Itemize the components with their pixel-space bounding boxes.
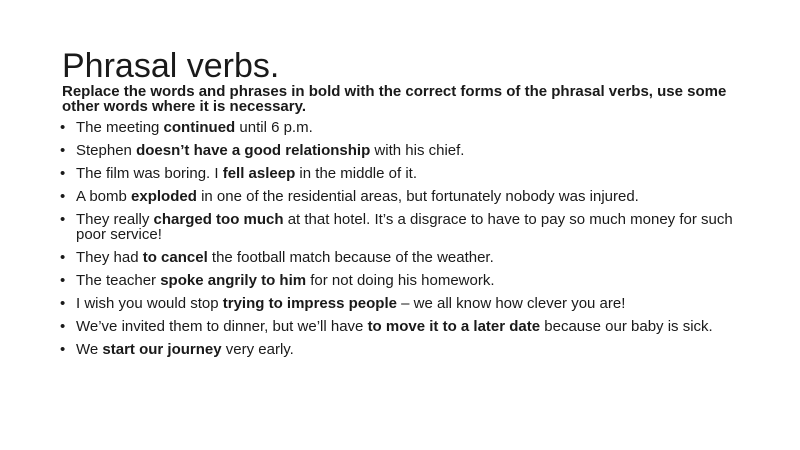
- list-item: [60, 212, 750, 242]
- list-item: [60, 273, 750, 288]
- slide-instruction: Replace the words and phrases in bold with the correct forms of the phrasal verbs, use some other words where it is necessary.: [62, 83, 727, 115]
- item-text: They really: [76, 211, 154, 228]
- item-text: in the middle of it.: [295, 165, 417, 182]
- list-item: [60, 319, 750, 334]
- item-text: for not doing his homework.: [306, 272, 495, 289]
- item-bold-phrase: to move it to a later date: [367, 318, 541, 335]
- item-text: in one of the residential areas, but fortunately nobody was injured.: [196, 188, 639, 205]
- bullet-icon: •: [60, 142, 66, 159]
- item-text: until 6 p.m.: [235, 119, 313, 136]
- item-text: because our baby is sick.: [540, 318, 713, 335]
- item-text: with his chief.: [370, 142, 465, 159]
- list-item: [60, 250, 750, 265]
- item-bold-phrase: continued: [163, 119, 236, 136]
- item-text: I wish you would stop: [76, 295, 223, 312]
- item-text: We: [76, 341, 103, 358]
- bullet-icon: •: [60, 295, 66, 312]
- exercise-list: [60, 120, 750, 365]
- item-text: The film was boring. I: [76, 165, 223, 182]
- item-text: Stephen: [76, 142, 137, 159]
- bullet-icon: •: [60, 341, 66, 358]
- list-item: [60, 143, 750, 158]
- bullet-icon: •: [60, 119, 66, 136]
- bullet-icon: •: [60, 165, 66, 182]
- item-text: very early.: [221, 341, 294, 358]
- item-bold-phrase: trying to impress people: [222, 295, 397, 312]
- list-item: [60, 342, 750, 357]
- list-item: [60, 189, 750, 204]
- item-bold-phrase: to cancel: [142, 249, 208, 266]
- bullet-icon: •: [60, 188, 66, 205]
- slide-title: Phrasal verbs.: [62, 47, 280, 85]
- bullet-icon: •: [60, 249, 66, 266]
- list-item: [60, 296, 750, 311]
- item-text: The teacher: [76, 272, 161, 289]
- list-item: [60, 120, 750, 135]
- item-text: the football match because of the weather.: [207, 249, 494, 266]
- item-text: They had: [76, 249, 143, 266]
- item-bold-phrase: doesn’t have a good relationship: [136, 142, 371, 159]
- item-text: A bomb: [76, 188, 132, 205]
- item-bold-phrase: fell asleep: [222, 165, 296, 182]
- bullet-icon: •: [60, 318, 66, 335]
- item-bold-phrase: start our journey: [102, 341, 222, 358]
- item-text: The meeting: [76, 119, 164, 136]
- item-text: at that hotel. It’s a disgrace to have to pay so much money for such poor service!: [76, 211, 733, 243]
- item-text: We’ve invited them to dinner, but we’ll have: [76, 318, 368, 335]
- bullet-icon: •: [60, 272, 66, 289]
- item-bold-phrase: spoke angrily to him: [160, 272, 307, 289]
- item-bold-phrase: exploded: [131, 188, 197, 205]
- bullet-icon: •: [60, 211, 66, 228]
- list-item: [60, 166, 750, 181]
- item-bold-phrase: charged too much: [153, 211, 284, 228]
- item-text: – we all know how clever you are!: [396, 295, 626, 312]
